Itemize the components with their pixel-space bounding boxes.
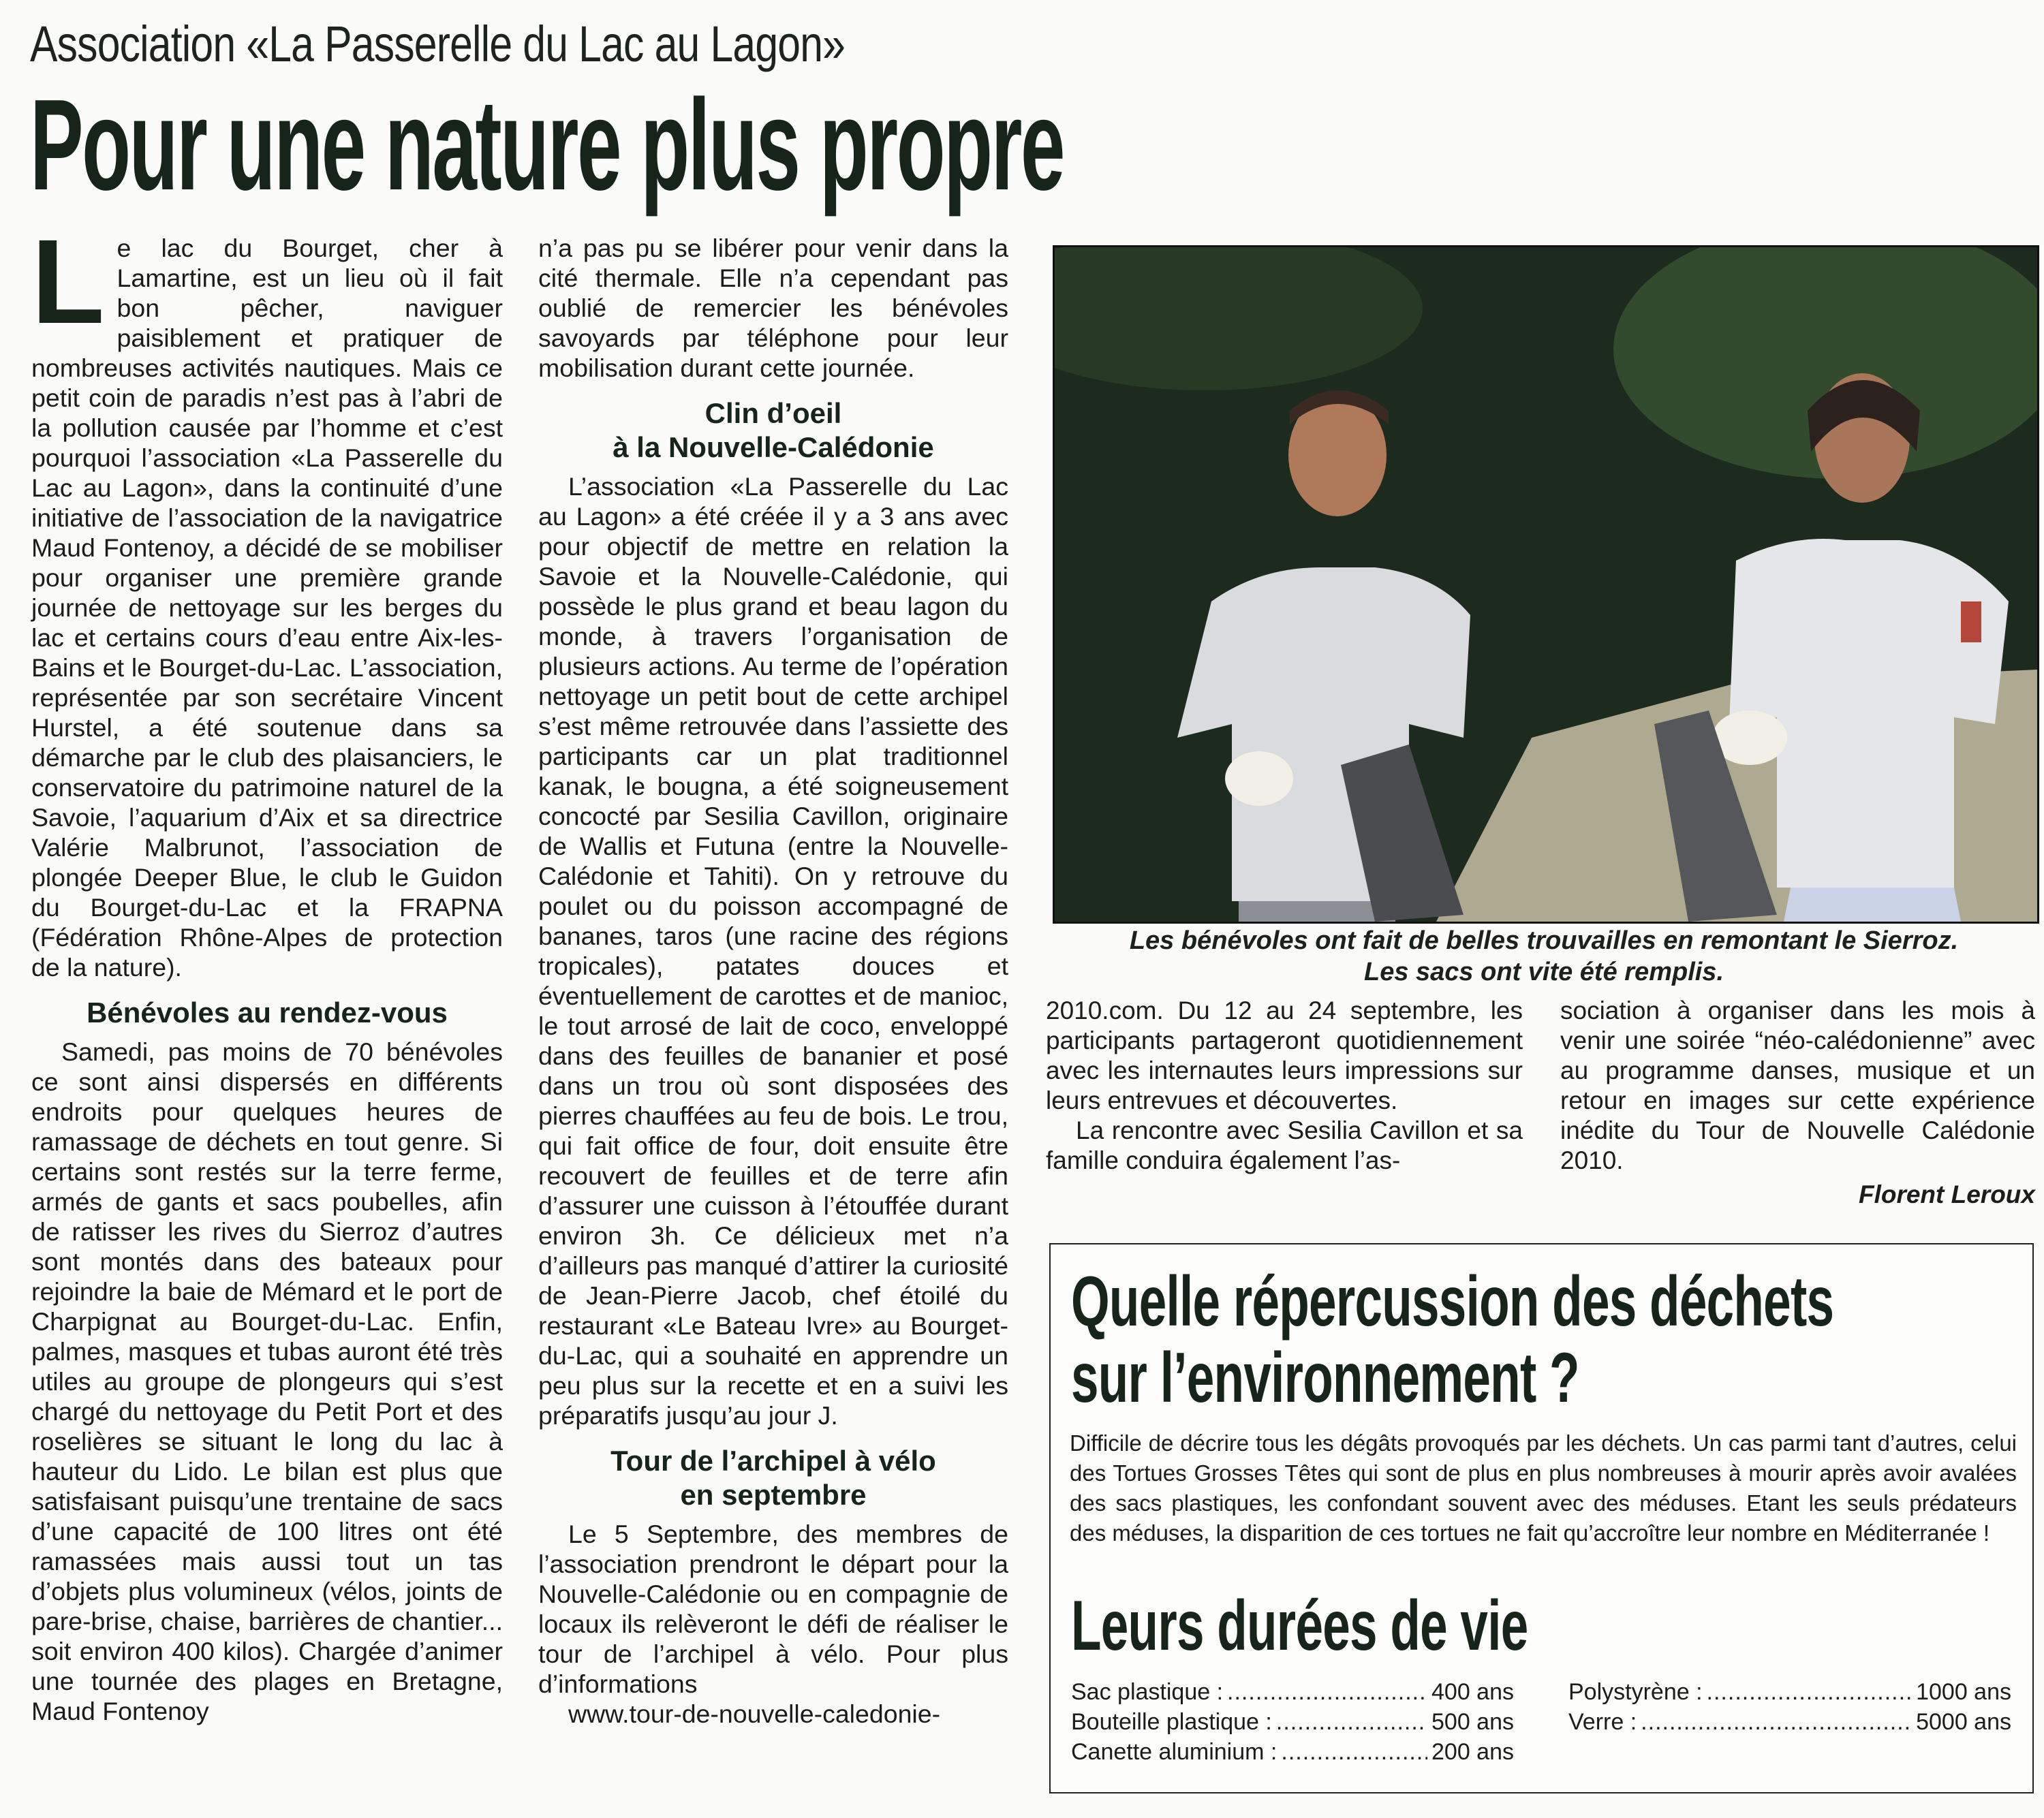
article-column-2 (538, 233, 1008, 1729)
volunteers-photo-illustration (1055, 247, 2037, 922)
article-column-3b (1560, 996, 2035, 1210)
section-heading-benevoles: Bénévoles au rendez-vous (87, 997, 448, 1029)
sidebar-box-text: Difficile de décrire tous les dégâts provoqués par les déchets. Un cas parmi tant d’autres, celui des Tortues Grosses Têtes qui sont de plus en plus nombreuses à mourir après avoir avalées des sacs plastiques, les confondant souvent avec des méduses. Etant les seuls prédateurs des méduses, la disparition de ces tortues ne fait qu’accroître leur nombre en Méditerranée ! (1070, 1430, 2017, 1546)
lifespan-value: 1000 ans (1916, 1679, 2011, 1705)
section-heading-caledonie-line2: à la Nouvelle-Calédonie (613, 431, 934, 463)
leader-dots (1707, 1677, 1913, 1707)
photo-caption-line1: Les bénévoles ont fait de belles trouvailles en remontant le Sierroz. (1129, 926, 1959, 955)
section-velo-url: www.tour-de-nouvelle-caledonie- (568, 1699, 941, 1728)
lifespan-item (1568, 1677, 2011, 1707)
lifespan-value: 400 ans (1431, 1679, 1514, 1705)
lifespan-item (1071, 1707, 1514, 1737)
lifespan-item (1568, 1707, 2011, 1737)
leader-dots (1227, 1677, 1427, 1707)
lifespan-item (1071, 1737, 1514, 1767)
intro-paragraph (31, 215, 503, 982)
section-velo-body: Le 5 Septembre, des membres de l’association prendront le départ pour la Nouvelle-Calédonie ou en compagnie de locaux ils relèveront le défi de réaliser le tour de l’archipel à vélo. Pour plus d’informations (538, 1520, 1008, 1698)
sidebar-box-title-line1: Quelle répercussion des déchets (1071, 1262, 1834, 1341)
article-photo (1053, 245, 2039, 924)
article-kicker: Association «La Passerelle du Lac au Lagon» (30, 16, 846, 72)
col3a-paragraph-1: 2010.com. Du 12 au 24 septembre, les participants partageront quotidiennement avec les internautes leurs impressions sur leurs entrevues et découvertes. (1046, 997, 1523, 1114)
section-heading-velo-line1: Tour de l’archipel à vélo (610, 1445, 936, 1477)
sidebar-box-title (1071, 1264, 2025, 1416)
section-heading-caledonie (538, 396, 1008, 465)
lifespan-value: 5000 ans (1916, 1709, 2011, 1735)
photo-caption-line2: Les sacs ont vite été remplis. (1363, 958, 1724, 986)
section-benevoles-body: Samedi, pas moins de 70 bénévoles ce sont ainsi dispersés en différents endroits pour quelques heures de ramassage de déchets en tout genre. Si certains sont restés sur la terre ferme, armés de gants et sacs poubelles, afin de ratisser les rives du Sierroz d’autres sont montés dans des bateaux pour rejoindre la baie de Mémard et le port de Charpignat au Bourget-du-Lac. Enfin, palmes, masques et tubas auront été très utiles au groupe de plongeurs qui s’est chargé du nettoyage du Petit Port et des roselières se situant le long du lac à hauteur du Lido. Le bilan est plus que satisfaisant puisqu’une trentaine de sacs d’une capacité de 100 litres ont été ramassées mais aussi tout un tas d’objets plus volumineux (vélos, joints de pare-brise, chaise, barrières de chantier... soit environ 400 kilos). Chargée d’animer une tournée des plages en Bretagne, Maud Fontenoy (31, 1037, 504, 1725)
lifespan-value: 500 ans (1431, 1709, 1514, 1735)
col3a-paragraph-2: La rencontre avec Sesilia Cavillon et sa famille conduira également l’as- (1046, 1116, 1523, 1174)
section-heading-caledonie-line1: Clin d’oeil (704, 397, 842, 429)
col3b-paragraph-1: sociation à organiser dans les mois à venir une soirée “néo-calédonienne” avec au programme danses, musique et un retour en images sur cette expérience inédite du Tour de Nouvelle Calédonie 2010. (1560, 997, 2035, 1174)
lifespan-label: Polystyrène : (1568, 1679, 1703, 1705)
leader-dots (1276, 1707, 1427, 1737)
lifespan-label: Verre : (1568, 1709, 1637, 1735)
sidebar-box (1049, 1243, 2034, 1793)
lifespan-label: Sac plastique : (1071, 1679, 1224, 1705)
section-caledonie-body: L’association «La Passerelle du Lac au Lagon» a été créée il y a 3 ans avec pour objectif de mettre en relation la Savoie et la Nouvelle-Calédonie, qui possède le plus grand et beau lagon du monde, à travers l’organisation de plusieurs actions. Au terme de l’opération nettoyage un petit bout de cette archipel s’est même retrouvée dans l’assiette des participants car un plat traditionnel kanak, le bougna, a été soigneusement concocté par Sesilia Cavillon, originaire de Wallis et Futuna (entre la Nouvelle-Calédonie et Tahiti). On y retrouve du poulet ou du poisson accompagné de bananes, taros (une racine des régions tropicales), patates douces et éventuellement de carottes et de manioc, le tout arrosé de lait de coco, enveloppé dans des feuilles de bananier et posé dans un trou où sont disposées des pierres chauffées au feu de bois. Le trou, qui fait office de four, doit ensuite être recouvert de feuilles et de terre afin d’assurer une cuisson à l’étouffée durant environ 3h. Ce délicieux met n’a d’ailleurs pas manqué d’attirer la curiosité de Jean-Pierre Jacob, chef étoilé du restaurant «Le Bateau Ivre» au Bourget-du-Lac, qui a souhaité en apprendre un peu plus sur la recette et en a suivi les préparatifs jusqu’au jour J. (538, 472, 1008, 1430)
intro-text: e lac du Bourget, cher à Lamartine, est un lieu où il fait bon pêcher, naviguer paisiblement et pratiquer de nombreuses activités nautiques. Mais ce petit coin de paradis n’est pas à l’abri de la pollution causée par l’homme et c’est pourquoi l’association «La Passerelle du Lac au Lagon», dans la continuité d’une initiative de l’association de la navigatrice Maud Fontenoy, a décidé de se mobiliser pour organiser une première grande journée de nettoyage sur les berges du lac et certains cours d’eau entre Aix-les-Bains et le Bourget-du-Lac. L’association, représentée par son secrétaire Vincent Hurstel, a été soutenue dans sa démarche par le club des plaisanciers, le conservatoire du patrimoine naturel de la Savoie, l’aquarium d’Aix et sa directrice Valérie Malbrunot, l’association de plongée Deeper Blue, le club le Guidon du Bourget-du-Lac et la FRAPNA (Fédération Rhône-Alpes de protection de la nature). (31, 234, 503, 982)
sidebar-box-title-line2: sur l’environnement ? (1071, 1338, 1579, 1417)
article-column-3a (1046, 996, 1523, 1176)
lifespan-item (1071, 1677, 1514, 1707)
photo-caption (1053, 925, 2035, 988)
lifespan-label: Bouteille plastique : (1071, 1709, 1272, 1735)
drop-cap: L (31, 215, 105, 349)
article-headline: Pour une nature plus propre (30, 73, 1064, 217)
leader-dots (1641, 1707, 1912, 1737)
leader-dots (1281, 1737, 1427, 1767)
section-heading-velo (538, 1444, 1008, 1512)
article-column-1 (31, 215, 504, 1726)
lifespan-value: 200 ans (1431, 1739, 1514, 1765)
continuation-paragraph: n’a pas pu se libérer pour venir dans la cité thermale. Elle n’a cependant pas oublié de remercier les bénévoles savoyards par téléphone pour leur mobilisation durant cette journée. (538, 234, 1008, 382)
byline: Florent Leroux (1858, 1180, 2035, 1208)
lifespans-list (1071, 1677, 2018, 1767)
section-heading-velo-line2: en septembre (680, 1479, 867, 1511)
lifespans-heading: Leurs durées de vie (1071, 1586, 1528, 1665)
lifespan-label: Canette aluminium : (1071, 1739, 1278, 1765)
